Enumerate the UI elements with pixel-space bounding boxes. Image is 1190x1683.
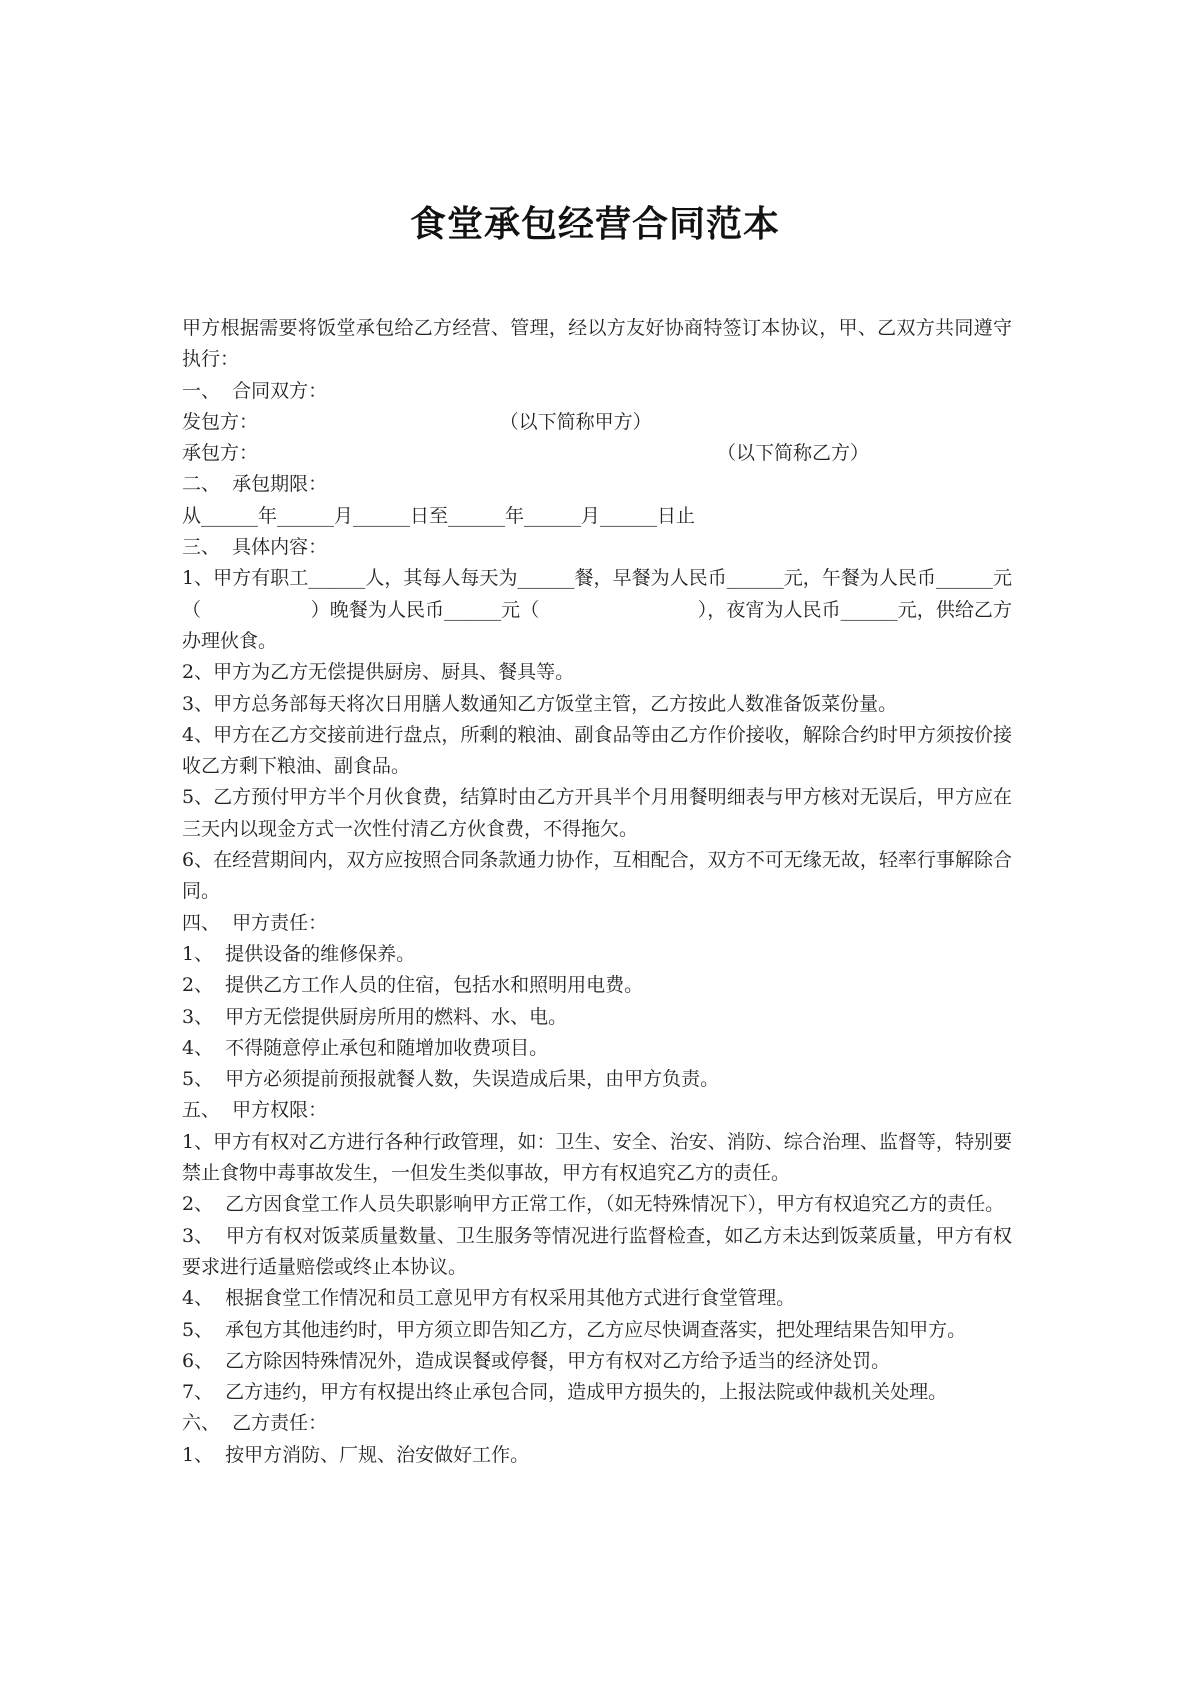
party-a-duty-4: 4、 不得随意停止承包和随增加收费项目。	[182, 1036, 549, 1059]
party-a-right-6: 6、 乙方除因特殊情况外，造成误餐或停餐，甲方有权对乙方给予适当的经济处罚。	[182, 1349, 891, 1372]
intro-paragraph: 甲方根据需要将饭堂承包给乙方经营、管理，经以方友好协商特签订本协议，甲、乙双方共同遵守执行：	[182, 317, 1012, 371]
party-a-duty-2: 2、 提供乙方工作人员的住宿，包括水和照明用电费。	[182, 974, 644, 997]
document-title: 食堂承包经营合同范本	[409, 203, 780, 245]
section-heading-party-a-rights: 五、 甲方权限：	[182, 1099, 328, 1122]
party-b-line: 承包方： （以下简称乙方）	[182, 442, 870, 465]
content-item-4: 4、甲方在乙方交接前进行盘点，所剩的粮油、副食品等由乙方作价接收，解除合约时甲方须按价接收乙方剩下粮油、副食品。	[182, 723, 1012, 778]
content-item-2: 2、甲方为乙方无偿提供厨房、厨具、餐具等。	[182, 661, 575, 684]
party-a-right-1: 1、甲方有权对乙方进行各种行政管理，如：卫生、安全、治安、消防、综合治理、监督等，特别要禁止食物中毒事故发生，一但发生类似事故，甲方有权追究乙方的责任。	[182, 1130, 1012, 1185]
content-item-3: 3、甲方总务部每天将次日用膳人数通知乙方饭堂主管，乙方按此人数准备饭菜份量。	[182, 692, 898, 715]
party-a-right-3: 3、 甲方有权对饭菜质量数量、卫生服务等情况进行监督检查，如乙方未达到饭菜质量，甲方有权要求进行适量赔偿或终止本协议。	[182, 1224, 1012, 1278]
party-a-right-5: 5、 承包方其他违约时，甲方须立即告知乙方，乙方应尽快调查落实，把处理结果告知甲方。	[182, 1318, 967, 1341]
document-body	[182, 313, 1012, 1471]
section-heading-content: 三、 具体内容：	[182, 536, 328, 559]
section-heading-party-a-duties: 四、 甲方责任：	[182, 911, 328, 934]
section-heading-term: 二、 承包期限：	[182, 473, 328, 496]
section-heading-parties: 一、 合同双方：	[182, 379, 328, 402]
content-item-5: 5、乙方预付甲方半个月伙食费，结算时由乙方开具半个月用餐明细表与甲方核对无误后，甲方应在三天内以现金方式一次性付清乙方伙食费，不得拖欠。	[182, 786, 1012, 840]
party-a-duty-3: 3、 甲方无偿提供厨房所用的燃料、水、电。	[182, 1005, 568, 1028]
party-a-right-2: 2、 乙方因食堂工作人员失职影响甲方正常工作，（如无特殊情况下），甲方有权追究乙方的责任。	[182, 1193, 1005, 1216]
party-a-duty-5: 5、 甲方必须提前预报就餐人数，失误造成后果，由甲方负责。	[182, 1068, 720, 1091]
content-item-6: 6、在经营期间内，双方应按照合同条款通力协作，互相配合，双方不可无缘无故，轻率行事解除合同。	[182, 849, 1012, 903]
content-item-1: 1、甲方有职工______人，其每人每天为______餐，早餐为人民币______元，午餐为人民币______元（ ）晚餐为人民币______元（ ），夜宵为人民币______元，供给乙方办理伙食。	[182, 567, 1012, 652]
party-a-duty-1: 1、 提供设备的维修保养。	[182, 942, 416, 965]
term-date-line: 从______年______月______日至______年______月______日止	[182, 504, 696, 527]
party-b-duty-1: 1、 按甲方消防、厂规、治安做好工作。	[182, 1443, 530, 1466]
party-a-line: 发包方： （以下简称甲方）	[182, 410, 652, 433]
party-a-right-4: 4、 根据食堂工作情况和员工意见甲方有权采用其他方式进行食堂管理。	[182, 1287, 796, 1310]
party-a-right-7: 7、 乙方违约，甲方有权提出终止承包合同，造成甲方损失的，上报法院或仲裁机关处理。	[182, 1381, 948, 1404]
section-heading-party-b-duties: 六、 乙方责任：	[182, 1412, 328, 1435]
